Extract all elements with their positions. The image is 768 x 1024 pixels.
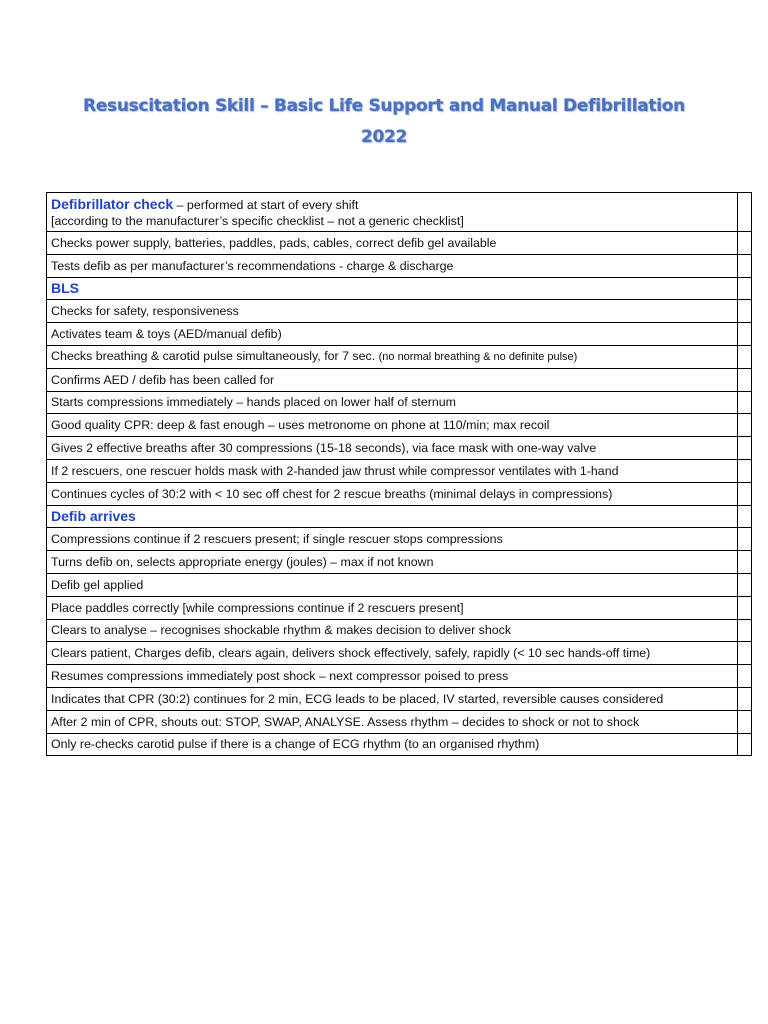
document-year: 2022 (360, 127, 408, 147)
checklist-row (47, 619, 752, 642)
section-defib-arrives-row (47, 505, 752, 528)
checklist-item: Tests defib as per manufacturer’s recommendations - charge & discharge (47, 254, 738, 277)
checklist-row (47, 414, 752, 437)
checklist-row (47, 642, 752, 665)
section-bls (47, 277, 738, 300)
section-heading: Defib arrives (51, 507, 136, 524)
section-heading: Defibrillator check (51, 195, 174, 212)
section-defib-arrives (47, 505, 738, 528)
checklist-item: Starts compressions immediately – hands placed on lower half of sternum (47, 391, 738, 414)
checklist-row (47, 459, 752, 482)
checklist-item: Only re-checks carotid pulse if there is a change of ECG rhythm (to an organised rhythm) (47, 733, 738, 756)
checklist-item: Indicates that CPR (30:2) continues for 2 min, ECG leads to be placed, IV started, reversible causes considered (47, 687, 738, 710)
checklist-row (47, 733, 752, 756)
checkbox-cell[interactable] (738, 482, 752, 505)
checkbox-cell[interactable] (738, 277, 752, 300)
checklist-item: Clears patient, Charges defib, clears again, delivers shock effectively, safely, rapidly (< 10 sec hands-off time) (47, 642, 738, 665)
checklist-item: Defib gel applied (47, 573, 738, 596)
checklist-row (47, 665, 752, 688)
checkbox-cell[interactable] (738, 528, 752, 551)
checkbox-cell[interactable] (738, 665, 752, 688)
checklist-item: If 2 rescuers, one rescuer holds mask with 2-handed jaw thrust while compressor ventilates with 1-hand (47, 459, 738, 482)
skill-checklist-table (46, 192, 752, 756)
checklist-item: Checks for safety, responsiveness (47, 300, 738, 323)
checkbox-cell[interactable] (738, 437, 752, 460)
checklist-item: Gives 2 effective breaths after 30 compressions (15-18 seconds), via face mask with one-way valve (47, 437, 738, 460)
checklist-row (47, 232, 752, 255)
checklist-item: Place paddles correctly [while compressions continue if 2 rescuers present] (47, 596, 738, 619)
section-defib-check-row (47, 193, 752, 232)
section-heading: BLS (51, 279, 79, 296)
checkbox-cell[interactable] (738, 551, 752, 574)
checklist-item: Activates team & toys (AED/manual defib) (47, 323, 738, 346)
checklist-item-text: Checks breathing & carotid pulse simultaneously, for 7 sec. (51, 349, 379, 364)
checklist-item: Good quality CPR: deep & fast enough – uses metronome on phone at 110/min; max recoil (47, 414, 738, 437)
checklist-item (47, 345, 738, 368)
checklist-row (47, 323, 752, 346)
section-heading-suffix: – performed at start of every shift (173, 197, 359, 212)
checklist-row (47, 596, 752, 619)
section-note: [according to the manufacturer’s specific checklist – not a generic checklist] (51, 213, 464, 228)
checklist-item: After 2 min of CPR, shouts out: STOP, SWAP, ANALYSE. Assess rhythm – decides to shock or not to shock (47, 710, 738, 733)
checkbox-cell[interactable] (738, 345, 752, 368)
checklist-item: Checks power supply, batteries, paddles, pads, cables, correct defib gel available (47, 232, 738, 255)
checkbox-cell[interactable] (738, 232, 752, 255)
checklist-row (47, 254, 752, 277)
checklist-row (47, 551, 752, 574)
checkbox-cell[interactable] (738, 368, 752, 391)
checklist-item-note: (no normal breathing & no definite pulse) (378, 351, 578, 364)
checkbox-cell[interactable] (738, 414, 752, 437)
checkbox-cell[interactable] (738, 254, 752, 277)
checklist-item: Resumes compressions immediately post shock – next compressor poised to press (47, 665, 738, 688)
checkbox-cell[interactable] (738, 391, 752, 414)
checkbox-cell[interactable] (738, 642, 752, 665)
checklist-row (47, 300, 752, 323)
checklist-item: Compressions continue if 2 rescuers present; if single rescuer stops compressions (47, 528, 738, 551)
checkbox-cell[interactable] (738, 596, 752, 619)
checklist-row (47, 482, 752, 505)
document-title: Resuscitation Skill – Basic Life Support and Manual Defibrillation (83, 96, 685, 116)
checklist-row (47, 368, 752, 391)
section-bls-row (47, 277, 752, 300)
checklist-row (47, 437, 752, 460)
checklist-row (47, 391, 752, 414)
checklist-row (47, 345, 752, 368)
checklist-item: Continues cycles of 30:2 with < 10 sec off chest for 2 rescue breaths (minimal delays in compressions) (47, 482, 738, 505)
checkbox-cell[interactable] (738, 573, 752, 596)
checkbox-cell[interactable] (738, 505, 752, 528)
checkbox-cell[interactable] (738, 710, 752, 733)
checkbox-cell[interactable] (738, 687, 752, 710)
checklist-item: Turns defib on, selects appropriate energy (joules) – max if not known (47, 551, 738, 574)
checklist-row (47, 687, 752, 710)
checklist-row (47, 710, 752, 733)
checkbox-cell[interactable] (738, 193, 752, 232)
checklist-item: Clears to analyse – recognises shockable rhythm & makes decision to deliver shock (47, 619, 738, 642)
checkbox-cell[interactable] (738, 733, 752, 756)
checkbox-cell[interactable] (738, 459, 752, 482)
checklist-row (47, 528, 752, 551)
section-defib-check (47, 193, 738, 232)
checklist-item: Confirms AED / defib has been called for (47, 368, 738, 391)
checkbox-cell[interactable] (738, 323, 752, 346)
checkbox-cell[interactable] (738, 300, 752, 323)
checklist-row (47, 573, 752, 596)
checkbox-cell[interactable] (738, 619, 752, 642)
